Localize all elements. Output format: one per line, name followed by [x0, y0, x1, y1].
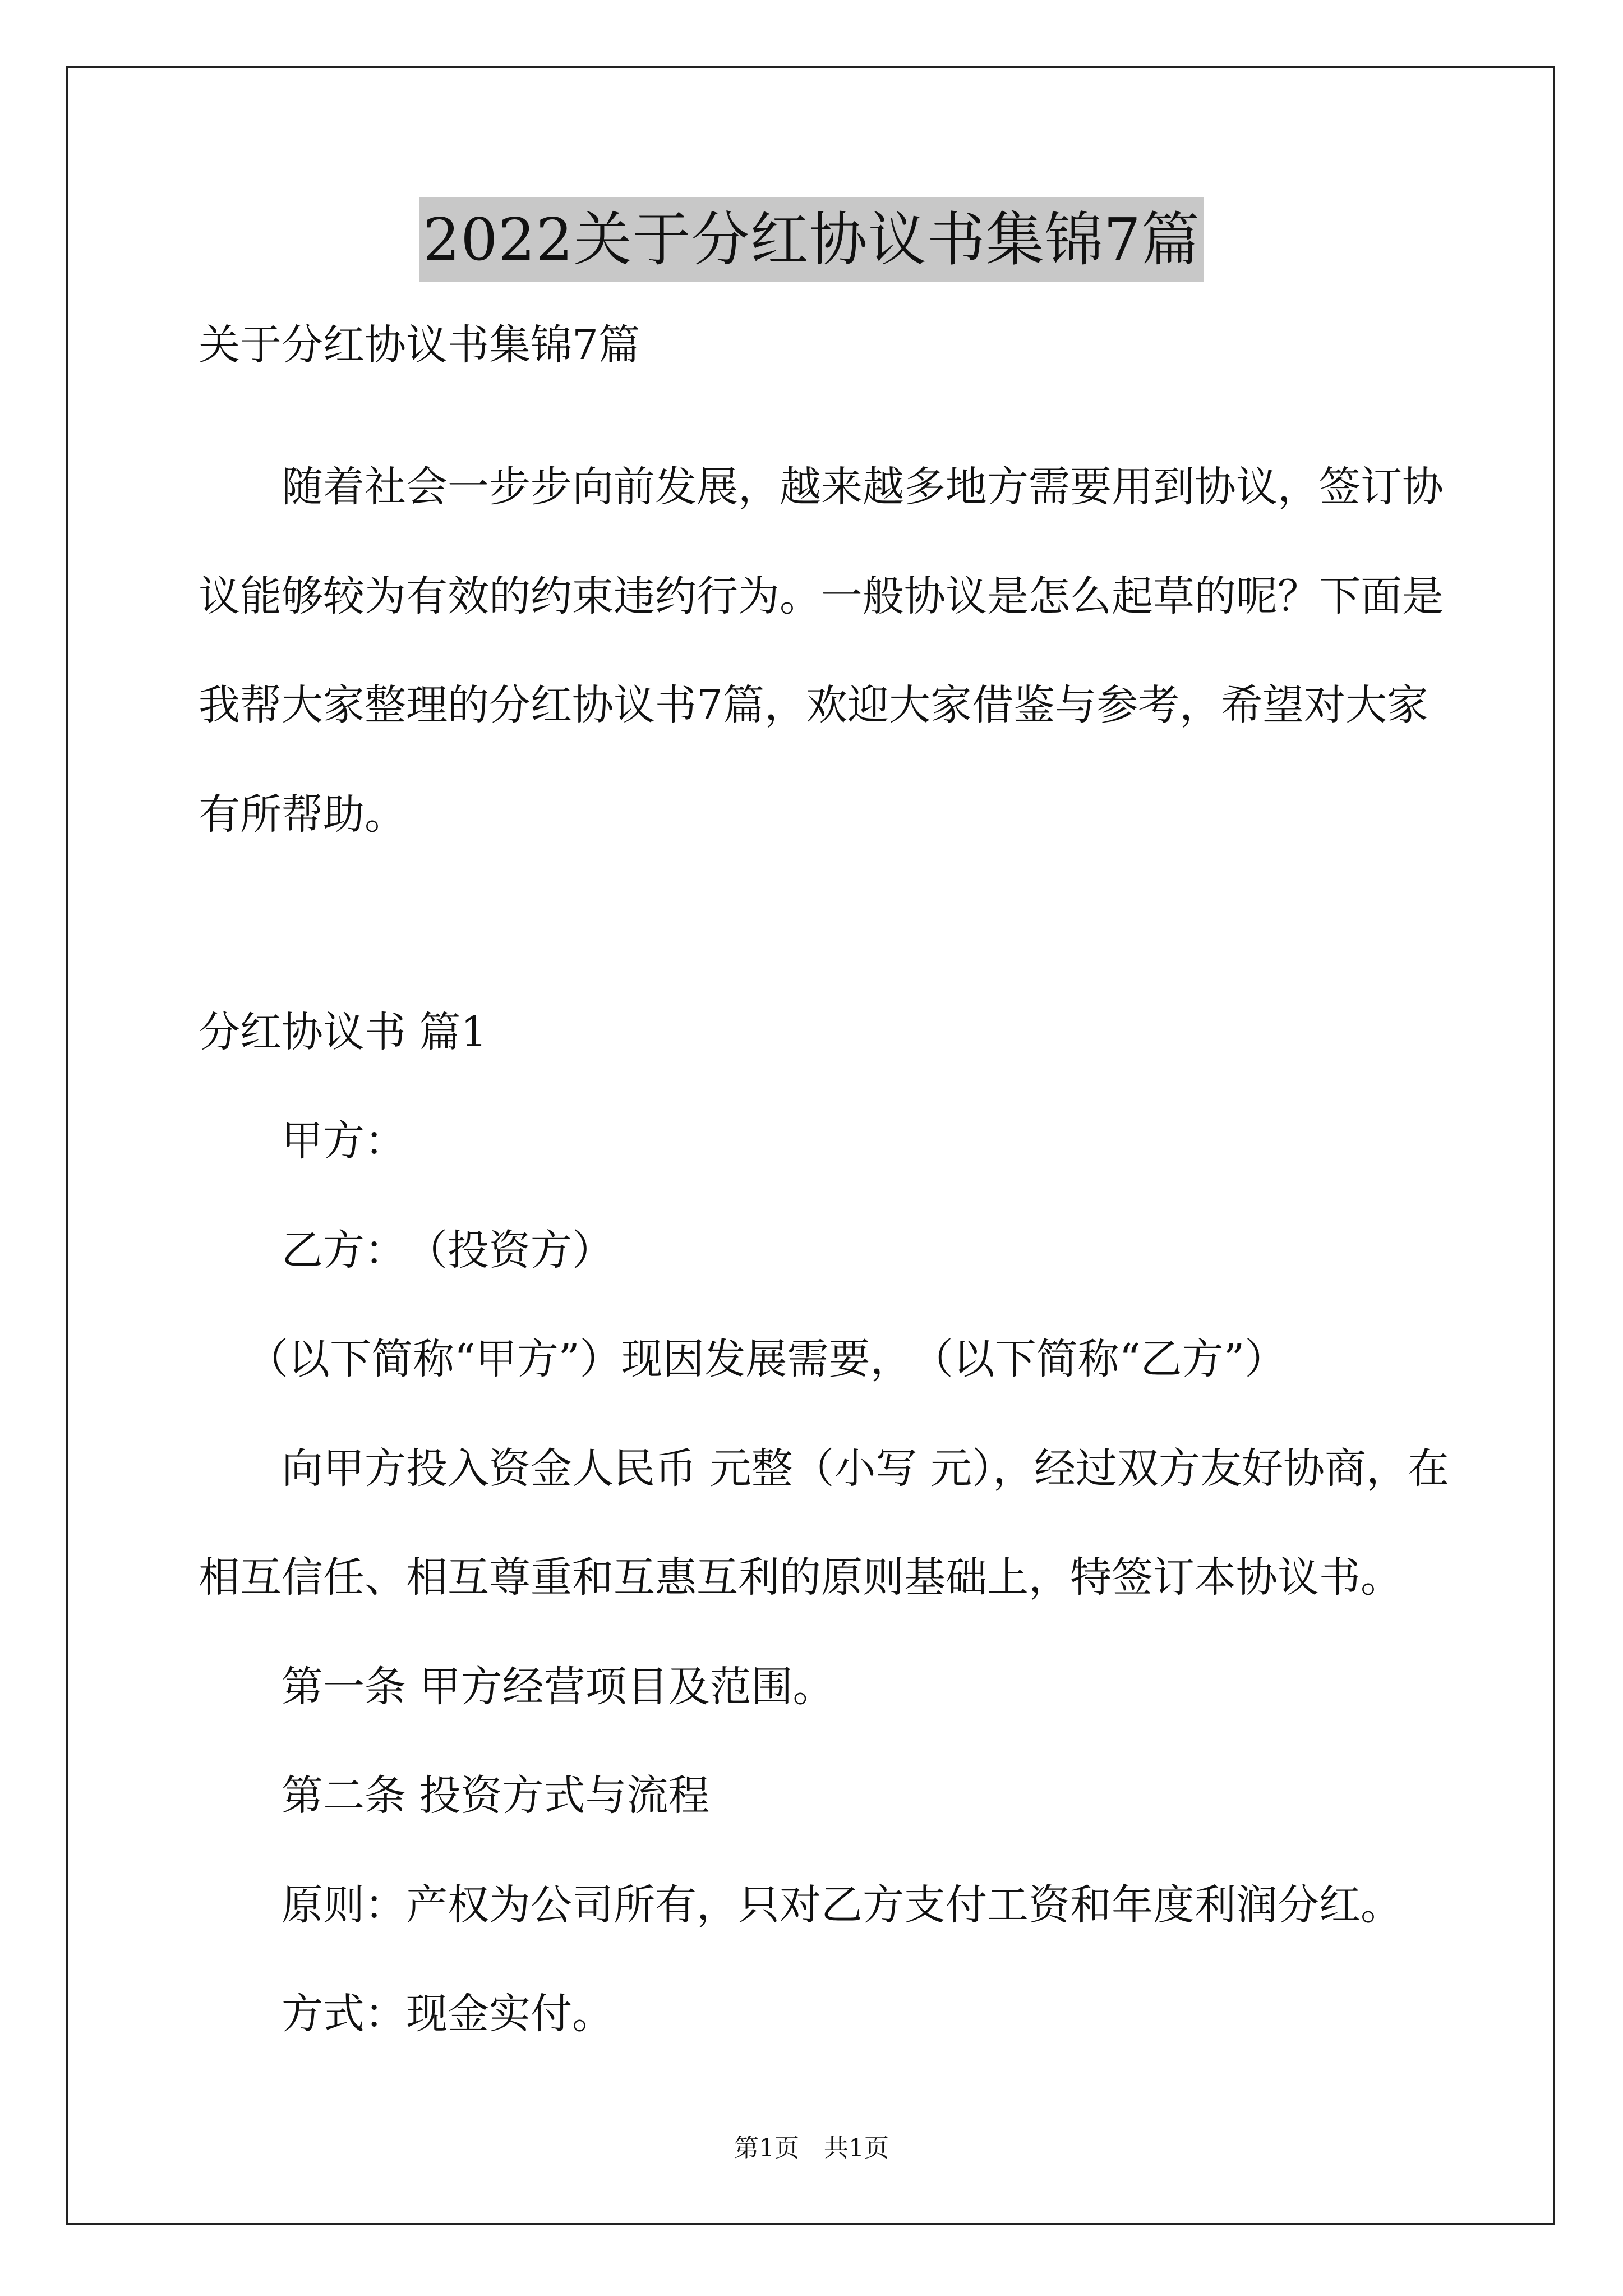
document-subtitle: 关于分红协议书集锦7篇 [199, 321, 640, 369]
intro-line-1: 随着社会一步步向前发展，越来越多地方需要用到协议，签订协 [282, 463, 1444, 511]
title-container [0, 197, 1623, 282]
intro-line-3: 我帮大家整理的分红协议书7篇，欢迎大家借鉴与参考，希望对大家 [199, 681, 1429, 729]
page-footer: 第1页 共1页 [734, 2134, 889, 2162]
intro-line-2: 议能够较为有效的约束违约行为。一般协议是怎么起草的呢？下面是 [199, 572, 1444, 620]
investment-line-2: 相互信任、相互尊重和互惠互利的原则基础上，特签订本协议书。 [199, 1553, 1402, 1602]
principle-line: 原则：产权为公司所有，只对乙方支付工资和年度利润分红。 [282, 1881, 1402, 1929]
investment-line-1: 向甲方投入资金人民币 元整（小写 元），经过双方友好协商，在 [282, 1444, 1450, 1493]
party-a-line: 甲方： [282, 1117, 406, 1165]
method-line: 方式：现金实付。 [282, 1990, 614, 2038]
section-heading: 分红协议书 篇1 [199, 1008, 487, 1056]
abbreviation-line: （以下简称“甲方”）现因发展需要， （以下简称“乙方”） [247, 1335, 1287, 1383]
article-2: 第二条 投资方式与流程 [282, 1772, 710, 1820]
document-title: 2022关于分红协议书集锦7篇 [419, 197, 1204, 282]
intro-line-4: 有所帮助。 [199, 790, 406, 839]
party-b-line: 乙方： （投资方） [282, 1226, 614, 1274]
article-1: 第一条 甲方经营项目及范围。 [282, 1663, 834, 1711]
